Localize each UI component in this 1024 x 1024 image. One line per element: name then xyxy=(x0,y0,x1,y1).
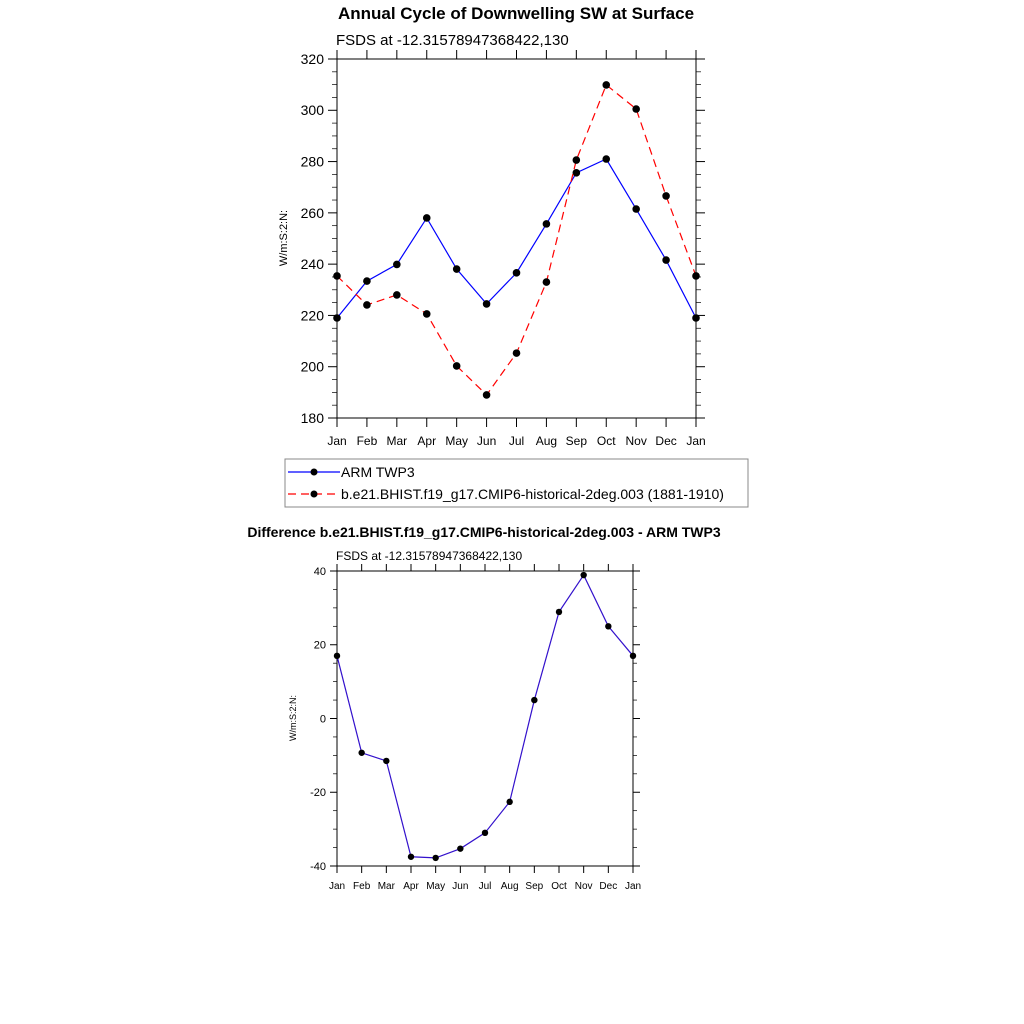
data-point-0 xyxy=(383,758,389,764)
data-point-1 xyxy=(453,362,461,370)
x-tick-label: Nov xyxy=(574,881,593,892)
series-line-0 xyxy=(337,575,633,858)
y-tick-label: 320 xyxy=(300,50,324,67)
x-tick-label: Jan xyxy=(624,881,642,892)
data-point-1 xyxy=(393,291,401,299)
x-tick-label: Jun xyxy=(452,881,469,892)
y-tick-label: 180 xyxy=(300,409,324,426)
data-point-0 xyxy=(632,205,640,213)
x-tick-label: Feb xyxy=(353,881,371,892)
y-tick-label: -20 xyxy=(310,787,326,800)
data-point-0 xyxy=(692,314,700,322)
x-tick-label: May xyxy=(445,434,469,448)
x-tick-label: Mar xyxy=(386,434,408,448)
x-tick-label: Oct xyxy=(551,881,567,892)
y-tick-label: 260 xyxy=(300,204,324,221)
top-plot-series xyxy=(333,81,700,399)
data-point-0 xyxy=(605,623,611,629)
x-tick-label: Apr xyxy=(417,434,437,448)
plot-frame xyxy=(337,59,696,418)
y-axis-label: W/m:S:2:N: xyxy=(278,209,290,267)
diff-chart-title: Difference b.e21.BHIST.f19_g17.CMIP6-historical-2deg.003 - ARM TWP3 xyxy=(247,524,721,540)
data-point-1 xyxy=(423,310,431,318)
x-tick-label: Aug xyxy=(535,434,558,448)
y-tick-label: 200 xyxy=(300,358,324,375)
data-point-0 xyxy=(662,256,670,264)
x-tick-label: Jan xyxy=(328,881,346,892)
data-point-0 xyxy=(513,269,521,277)
x-tick-label: Jan xyxy=(327,434,347,448)
data-point-0 xyxy=(580,572,586,578)
data-point-0 xyxy=(556,609,562,615)
x-tick-label: Mar xyxy=(377,881,395,892)
y-tick-label: 240 xyxy=(300,256,324,273)
data-point-0 xyxy=(363,277,371,285)
x-tick-label: Feb xyxy=(356,434,378,448)
x-tick-label: May xyxy=(426,881,446,892)
data-point-1 xyxy=(513,349,521,357)
plot-frame xyxy=(337,571,633,866)
x-tick-label: Apr xyxy=(403,881,419,892)
x-tick-label: Jun xyxy=(476,434,497,448)
diff-chart-subtitle: FSDS at -12.31578947368422,130 xyxy=(336,549,523,563)
x-tick-label: Dec xyxy=(655,434,677,448)
y-tick-label: 40 xyxy=(313,565,326,578)
data-point-1 xyxy=(363,301,371,309)
data-point-0 xyxy=(506,799,512,805)
legend-marker-arm xyxy=(311,469,318,476)
legend-marker-model xyxy=(311,491,318,498)
x-tick-label: Sep xyxy=(565,434,588,448)
data-point-0 xyxy=(334,653,340,659)
data-point-0 xyxy=(358,750,364,756)
data-point-1 xyxy=(602,81,610,89)
data-point-1 xyxy=(632,105,640,113)
series-line-0 xyxy=(337,159,696,318)
data-point-0 xyxy=(457,845,463,851)
y-tick-label: 220 xyxy=(300,307,324,324)
series-line-1 xyxy=(337,85,696,395)
chart-subtitle: FSDS at -12.31578947368422,130 xyxy=(336,32,569,49)
data-point-0 xyxy=(602,155,610,163)
y-tick-label: 300 xyxy=(300,102,324,119)
chart-title: Annual Cycle of Downwelling SW at Surface xyxy=(337,4,695,23)
legend-label-arm: ARM TWP3 xyxy=(341,464,415,480)
data-point-1 xyxy=(573,156,581,164)
x-tick-label: Dec xyxy=(599,881,618,892)
diff-plot-series xyxy=(334,572,636,861)
data-point-0 xyxy=(573,169,581,177)
legend-label-model: b.e21.BHIST.f19_g17.CMIP6-historical-2deg.003 (1881-1910) xyxy=(341,486,724,502)
data-point-1 xyxy=(483,391,491,399)
data-point-0 xyxy=(543,220,551,228)
y-tick-label: 20 xyxy=(313,639,326,652)
y-tick-label: -40 xyxy=(310,860,326,873)
data-point-1 xyxy=(692,272,700,280)
y-tick-label: 0 xyxy=(319,713,326,726)
top-plot-axes xyxy=(301,50,706,448)
x-tick-label: Jul xyxy=(478,881,492,892)
diff-y-axis-label: W/m:S:2:N: xyxy=(288,694,298,742)
data-point-1 xyxy=(662,192,670,200)
data-point-1 xyxy=(543,278,551,286)
data-point-1 xyxy=(333,272,341,280)
data-point-0 xyxy=(483,300,491,308)
data-point-0 xyxy=(482,830,488,836)
x-tick-label: Nov xyxy=(625,434,647,448)
legend xyxy=(285,459,748,507)
x-tick-label: Oct xyxy=(596,434,616,448)
data-point-0 xyxy=(630,653,636,659)
data-point-0 xyxy=(531,697,537,703)
data-point-0 xyxy=(453,265,461,273)
x-tick-label: Jul xyxy=(508,434,525,448)
x-tick-label: Sep xyxy=(525,881,544,892)
diff-plot-axes xyxy=(310,564,641,892)
y-tick-label: 280 xyxy=(300,153,324,170)
data-point-0 xyxy=(333,314,341,322)
x-tick-label: Jan xyxy=(686,434,706,448)
data-point-0 xyxy=(432,855,438,861)
x-tick-label: Aug xyxy=(500,881,519,892)
data-point-0 xyxy=(423,214,431,222)
data-point-0 xyxy=(393,261,401,269)
data-point-0 xyxy=(408,854,414,860)
